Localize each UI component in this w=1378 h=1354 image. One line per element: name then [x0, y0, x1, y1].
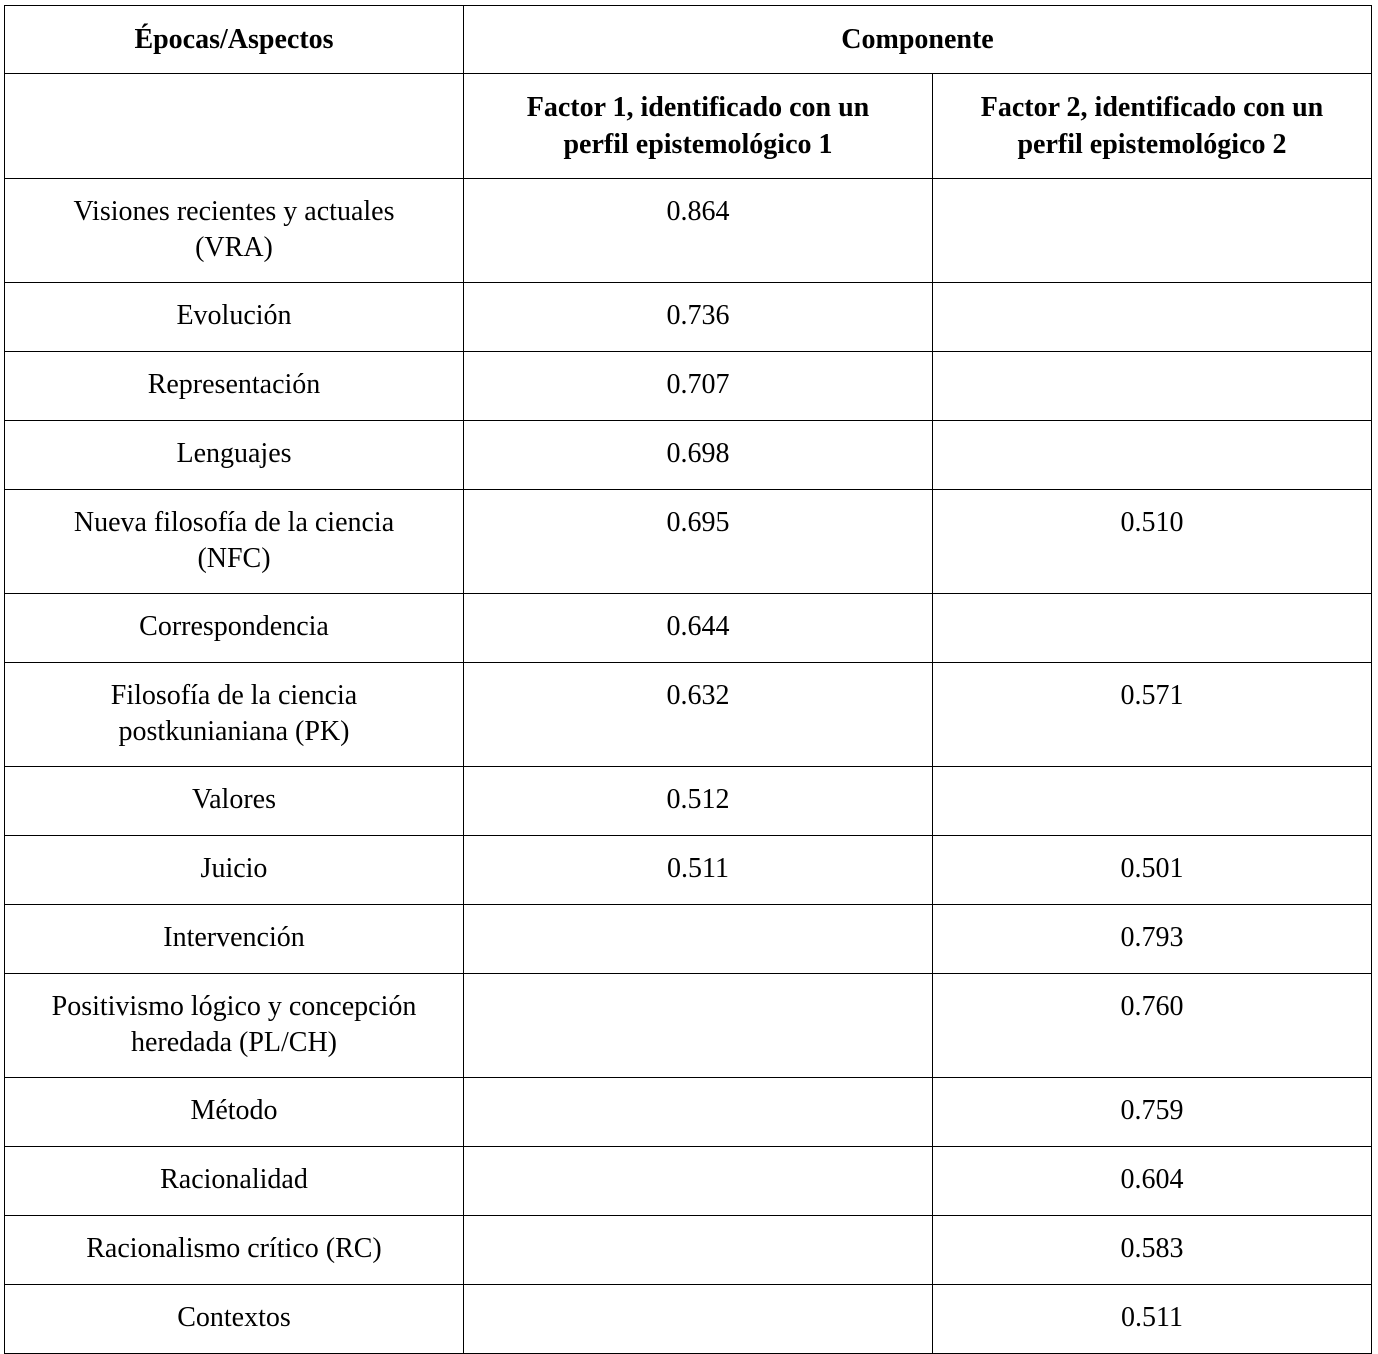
factor1-header — [464, 74, 933, 179]
aspect-cell — [5, 974, 464, 1078]
aspect-label: Valores — [192, 784, 276, 815]
factor2-header — [933, 74, 1372, 179]
factor1-cell — [464, 283, 933, 352]
table-row — [5, 352, 1372, 421]
factor2-value: 0.583 — [1120, 1233, 1184, 1264]
factor1-cell — [464, 594, 933, 663]
aspect-label: Juicio — [200, 853, 268, 884]
factor2-cell — [933, 283, 1372, 352]
aspect-cell — [5, 1285, 464, 1354]
factor1-value: 0.698 — [666, 438, 730, 469]
table-row — [5, 594, 1372, 663]
aspect-cell — [5, 283, 464, 352]
factor1-cell — [464, 905, 933, 974]
factor1-value: 0.511 — [667, 853, 729, 884]
table-row — [5, 490, 1372, 594]
factor1-cell — [464, 663, 933, 767]
aspect-label-line: Positivismo lógico y concepción — [51, 991, 417, 1022]
header-row-1 — [5, 6, 1372, 74]
factor2-cell — [933, 1216, 1372, 1285]
aspect-cell — [5, 421, 464, 490]
aspect-cell — [5, 767, 464, 836]
empty-header-cell — [5, 74, 464, 179]
factor2-cell — [933, 179, 1372, 283]
factor1-cell — [464, 490, 933, 594]
aspect-label: Representación — [147, 369, 321, 400]
aspect-cell — [5, 594, 464, 663]
factor1-cell — [464, 974, 933, 1078]
aspect-label-line: (VRA) — [195, 232, 273, 263]
aspect-label: Racionalismo crítico (RC) — [86, 1233, 382, 1264]
aspect-cell — [5, 1216, 464, 1285]
factor2-cell — [933, 1147, 1372, 1216]
header-row-2 — [5, 74, 1372, 179]
factor2-cell — [933, 1078, 1372, 1147]
aspect-cell — [5, 179, 464, 283]
aspect-cell — [5, 1147, 464, 1216]
aspect-cell — [5, 490, 464, 594]
aspect-label-line: (NFC) — [197, 543, 271, 574]
factor1-cell — [464, 767, 933, 836]
table-row — [5, 905, 1372, 974]
aspect-cell — [5, 905, 464, 974]
factor2-value: 0.759 — [1120, 1095, 1184, 1126]
factor2-header-line: Factor 2, identificado con un — [980, 92, 1324, 123]
factor2-value: 0.760 — [1120, 991, 1184, 1022]
factor2-value: 0.604 — [1120, 1164, 1184, 1195]
factor1-value: 0.512 — [666, 784, 730, 815]
factor1-value: 0.695 — [666, 507, 730, 538]
factor1-value — [464, 1285, 932, 1300]
table-row — [5, 283, 1372, 352]
aspect-label-line: Nueva filosofía de la ciencia — [73, 507, 395, 538]
aspect-label: Lenguajes — [176, 438, 292, 469]
factor2-value — [933, 283, 1371, 298]
factor1-cell — [464, 421, 933, 490]
table-row — [5, 1147, 1372, 1216]
factor2-value: 0.571 — [1120, 680, 1184, 711]
factor2-cell — [933, 490, 1372, 594]
factor2-value: 0.793 — [1120, 922, 1184, 953]
factor-loadings-table — [4, 5, 1372, 1354]
aspect-cell — [5, 1078, 464, 1147]
factor1-value — [464, 974, 932, 989]
aspect-label: Intervención — [163, 922, 305, 953]
aspect-label-line: Visiones recientes y actuales — [73, 196, 395, 227]
component-group-header: Componente — [464, 6, 1372, 74]
table-row — [5, 179, 1372, 283]
aspect-label: Racionalidad — [160, 1164, 308, 1195]
table-row — [5, 836, 1372, 905]
factor2-header-line: perfil epistemológico 2 — [1017, 129, 1287, 160]
aspect-cell — [5, 663, 464, 767]
factor2-cell — [933, 905, 1372, 974]
factor1-cell — [464, 836, 933, 905]
aspect-label-line: postkunianiana (PK) — [118, 716, 350, 747]
factor2-cell — [933, 836, 1372, 905]
aspect-cell — [5, 836, 464, 905]
factor2-cell — [933, 421, 1372, 490]
factor2-value — [933, 767, 1371, 782]
factor2-value: 0.511 — [1121, 1302, 1183, 1333]
factor1-value: 0.736 — [666, 300, 730, 331]
factor1-cell — [464, 1147, 933, 1216]
aspect-label: Contextos — [177, 1302, 291, 1333]
factor1-cell — [464, 179, 933, 283]
table-row — [5, 1285, 1372, 1354]
aspect-label: Método — [190, 1095, 278, 1126]
factor2-value — [933, 179, 1371, 194]
aspect-label: Correspondencia — [139, 611, 329, 642]
table-row — [5, 974, 1372, 1078]
aspect-label-line: Filosofía de la ciencia — [110, 680, 358, 711]
aspect-label: Evolución — [176, 300, 292, 331]
factor1-cell — [464, 1285, 933, 1354]
factor1-cell — [464, 352, 933, 421]
factor2-cell — [933, 594, 1372, 663]
factor1-value: 0.864 — [666, 196, 730, 227]
row-label-header: Épocas/Aspectos — [5, 6, 464, 74]
factor1-value — [464, 1216, 932, 1231]
factor2-value: 0.501 — [1120, 853, 1184, 884]
table-row — [5, 421, 1372, 490]
factor1-value — [464, 905, 932, 920]
aspect-cell — [5, 352, 464, 421]
factor2-cell — [933, 767, 1372, 836]
factor2-value — [933, 594, 1371, 609]
table-row — [5, 767, 1372, 836]
factor1-value: 0.632 — [666, 680, 730, 711]
factor1-value — [464, 1147, 932, 1162]
factor1-value — [464, 1078, 932, 1093]
factor2-cell — [933, 974, 1372, 1078]
factor2-cell — [933, 352, 1372, 421]
factor1-value: 0.644 — [666, 611, 730, 642]
factor1-value: 0.707 — [666, 369, 730, 400]
factor1-cell — [464, 1078, 933, 1147]
factor1-cell — [464, 1216, 933, 1285]
factor2-value — [933, 421, 1371, 436]
factor2-value: 0.510 — [1120, 507, 1184, 538]
table-row — [5, 1078, 1372, 1147]
factor1-header-line: Factor 1, identificado con un — [526, 92, 870, 123]
aspect-label-line: heredada (PL/CH) — [130, 1027, 338, 1058]
table-row — [5, 1216, 1372, 1285]
factor2-cell — [933, 663, 1372, 767]
factor1-header-line: perfil epistemológico 1 — [563, 129, 833, 160]
factor2-value — [933, 352, 1371, 367]
table-row — [5, 663, 1372, 767]
factor2-cell — [933, 1285, 1372, 1354]
